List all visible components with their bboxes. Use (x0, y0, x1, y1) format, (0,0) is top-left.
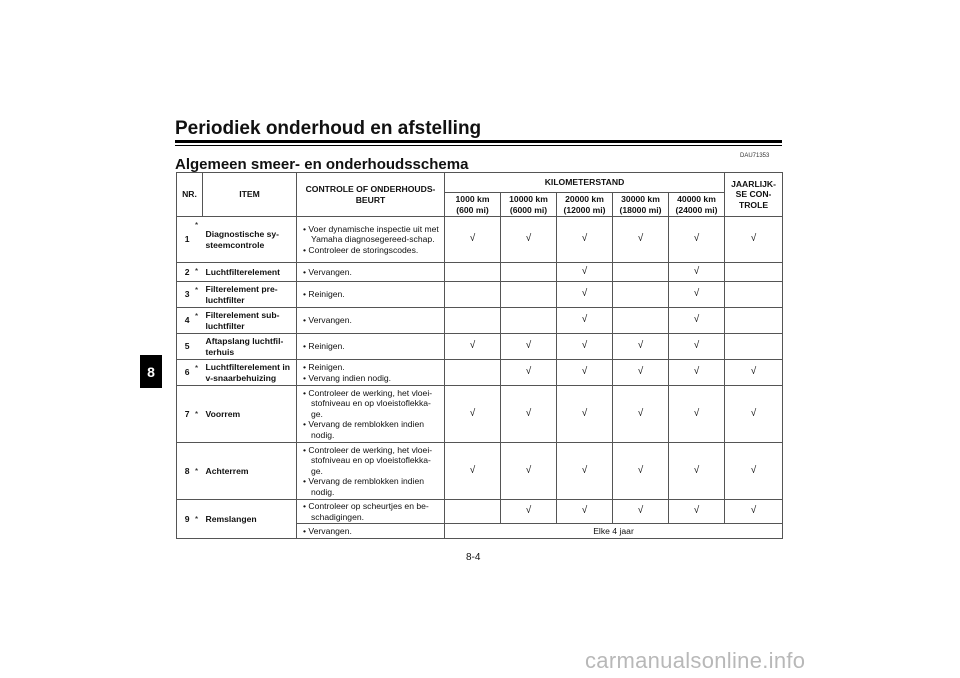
header-km-1000: 1000 km (600 mi) (445, 193, 501, 217)
control-line: • Reinigen. (303, 362, 345, 373)
chapter-tab (140, 355, 162, 388)
page-number: 8-4 (466, 552, 481, 563)
check-mark: √ (557, 500, 613, 524)
check-mark: √ (445, 386, 501, 443)
row-control (297, 282, 445, 308)
watermark: carmanualsonline.info (585, 648, 806, 673)
row-control (297, 263, 445, 282)
check-mark: √ (669, 263, 725, 282)
check-mark: √ (501, 500, 557, 524)
control-line: • Voer dynamische inspectie uit met Yamaha diagnosegereed-schap. (303, 223, 439, 245)
control-line: • Vervangen. (303, 525, 352, 536)
check-mark: √ (445, 217, 501, 263)
check-mark: √ (557, 443, 613, 500)
row-item: Voorrem (203, 386, 297, 443)
table-row (177, 308, 783, 334)
row-item: Achterrem (203, 443, 297, 500)
check-mark: √ (445, 443, 501, 500)
table-row (177, 500, 783, 524)
row-item: Remslangen (203, 500, 297, 539)
check-mark: √ (725, 360, 783, 386)
check-mark: √ (613, 334, 669, 360)
check-mark: √ (445, 334, 501, 360)
row-control (297, 500, 445, 524)
page-title: Periodiek onderhoud en afstelling (175, 118, 482, 139)
section-code: DAU71353 (740, 153, 770, 159)
row-control (297, 524, 445, 539)
control-line: • Reinigen. (303, 341, 345, 352)
header-nr: NR. (177, 173, 203, 217)
check-mark: √ (669, 500, 725, 524)
control-line: • Controleer de werking, het vloei-stofniveau en op vloeistoflekka-ge. (303, 444, 433, 476)
asterisk-marker: * (191, 282, 203, 308)
check-mark: √ (669, 334, 725, 360)
check-mark: √ (613, 360, 669, 386)
row-item: Luchtfilterelement in v-snaarbehuizing (203, 360, 297, 386)
table-row (177, 263, 783, 282)
row-control (297, 386, 445, 443)
check-mark: √ (501, 334, 557, 360)
table-row (177, 386, 783, 443)
table-row (177, 360, 783, 386)
table-row (177, 334, 783, 360)
header-year: JAARLIJK-SE CON-TROLE (725, 173, 783, 217)
row-control (297, 217, 445, 263)
row-item: Filterelement pre-luchtfilter (203, 282, 297, 308)
check-mark: √ (669, 217, 725, 263)
check-mark: √ (557, 334, 613, 360)
check-mark: √ (557, 360, 613, 386)
maintenance-table (176, 172, 783, 539)
check-mark: √ (613, 500, 669, 524)
header-km-20000: 20000 km (12000 mi) (557, 193, 613, 217)
control-line: • Vervangen. (303, 266, 352, 277)
header-km: KILOMETERSTAND (445, 173, 725, 193)
check-mark: √ (557, 263, 613, 282)
check-mark: √ (557, 386, 613, 443)
section-title: Algemeen smeer- en onderhoudsschema (175, 156, 469, 173)
control-line: • Controleer de storingscodes. (303, 244, 419, 255)
table-row (177, 217, 783, 263)
control-line: • Vervangen. (303, 315, 352, 326)
row-nr: 4 (177, 308, 191, 334)
asterisk-marker (191, 334, 203, 360)
control-line: • Controleer de werking, het vloei-stofniveau en op vloeistoflekka-ge. (303, 387, 433, 419)
row-control (297, 443, 445, 500)
check-mark: √ (725, 500, 783, 524)
check-mark: √ (501, 443, 557, 500)
check-mark: √ (669, 443, 725, 500)
row-nr: 2 (177, 263, 191, 282)
check-mark: √ (613, 443, 669, 500)
asterisk-marker: * (191, 217, 203, 263)
every-4-years: Elke 4 jaar (445, 524, 783, 539)
check-mark: √ (613, 217, 669, 263)
row-control (297, 308, 445, 334)
check-mark: √ (725, 443, 783, 500)
header-km-30000: 30000 km (18000 mi) (613, 193, 669, 217)
row-nr: 7 (177, 386, 191, 443)
control-line: • Reinigen. (303, 289, 345, 300)
check-mark: √ (725, 217, 783, 263)
row-control (297, 360, 445, 386)
title-rule-thin (175, 145, 782, 146)
control-line: • Vervang de remblokken indien nodig. (303, 476, 425, 497)
check-mark: √ (557, 282, 613, 308)
control-line: • Vervang indien nodig. (303, 372, 392, 383)
row-nr: 5 (177, 334, 191, 360)
control-line: • Controleer op scheurtjes en be-schadigingen. (303, 501, 429, 522)
check-mark: √ (557, 308, 613, 334)
check-mark: √ (725, 386, 783, 443)
check-mark: √ (501, 386, 557, 443)
header-item: ITEM (203, 173, 297, 217)
check-mark: √ (669, 282, 725, 308)
asterisk-marker: * (191, 500, 203, 539)
asterisk-marker: * (191, 386, 203, 443)
row-control (297, 334, 445, 360)
asterisk-marker: * (191, 443, 203, 500)
title-rule (175, 140, 782, 143)
row-nr: 6 (177, 360, 191, 386)
row-item: Luchtfilterelement (203, 263, 297, 282)
check-mark: √ (669, 308, 725, 334)
asterisk-marker: * (191, 263, 203, 282)
check-mark: √ (557, 217, 613, 263)
row-nr: 8 (177, 443, 191, 500)
check-mark: √ (501, 217, 557, 263)
row-item: Filterelement sub-luchtfilter (203, 308, 297, 334)
check-mark: √ (669, 386, 725, 443)
row-nr: 9 (177, 500, 191, 539)
row-item: Diagnostische sy-steemcontrole (203, 217, 297, 263)
asterisk-marker: * (191, 360, 203, 386)
header-control: CONTROLE OF ONDERHOUDS-BEURT (297, 173, 445, 217)
control-line: • Vervang de remblokken indien nodig. (303, 419, 425, 440)
header-km-40000: 40000 km (24000 mi) (669, 193, 725, 217)
row-item: Aftapslang luchtfil-terhuis (203, 334, 297, 360)
table-row (177, 282, 783, 308)
header-km-10000: 10000 km (6000 mi) (501, 193, 557, 217)
check-mark: √ (669, 360, 725, 386)
check-mark: √ (501, 360, 557, 386)
chapter-tab-label: 8 (147, 363, 155, 380)
table-row (177, 443, 783, 500)
asterisk-marker: * (191, 308, 203, 334)
row-nr: 3 (177, 282, 191, 308)
check-mark: √ (613, 386, 669, 443)
row-nr: 1 (177, 217, 191, 263)
